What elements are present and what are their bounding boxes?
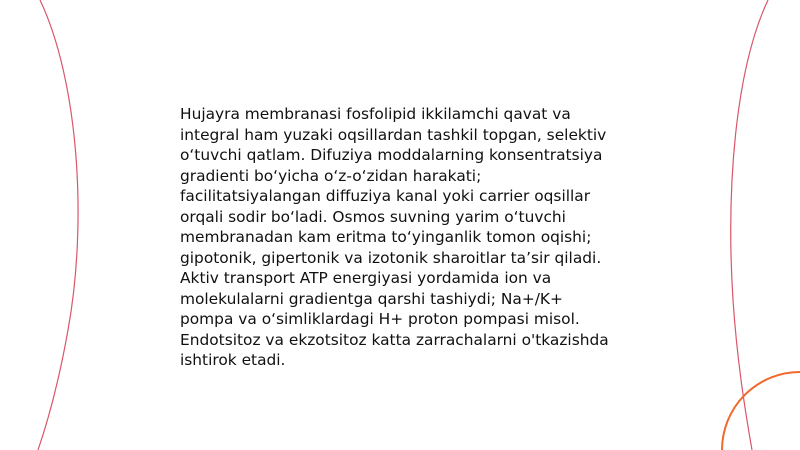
body-paragraph: Hujayra membranasi fosfolipid ikkilamchi qavat va integral ham yuzaki oqsillardan tashkil topgan, selektiv o‘tuvchi qatlam. Difuziya moddalarning konsentratsiya gradienti bo‘yicha o‘z-o‘zidan harakati; facilitatsiyalangan diffuziya kanal yoki carrier oqsillar orqali sodir bo‘ladi. Osmos suvning yarim o‘tuvchi membranadan kam eritma to‘yinganlik tomon oqishi; gipotonik, gipertonik va izotonik sharoitlar ta’sir qiladi. Aktiv transport ATP energiyasi yordamida ion va molekulalarni gradientga qarshi tashiydi; Na+/K+ pompa va o‘simliklardagi H+ proton pompasi misol. Endotsitoz va ekzotsitoz katta zarrachalarni o'tkazishda ishtirok etadi. [180, 105, 609, 369]
accent-circle [722, 372, 800, 450]
left-decorative-curve [38, 0, 78, 450]
